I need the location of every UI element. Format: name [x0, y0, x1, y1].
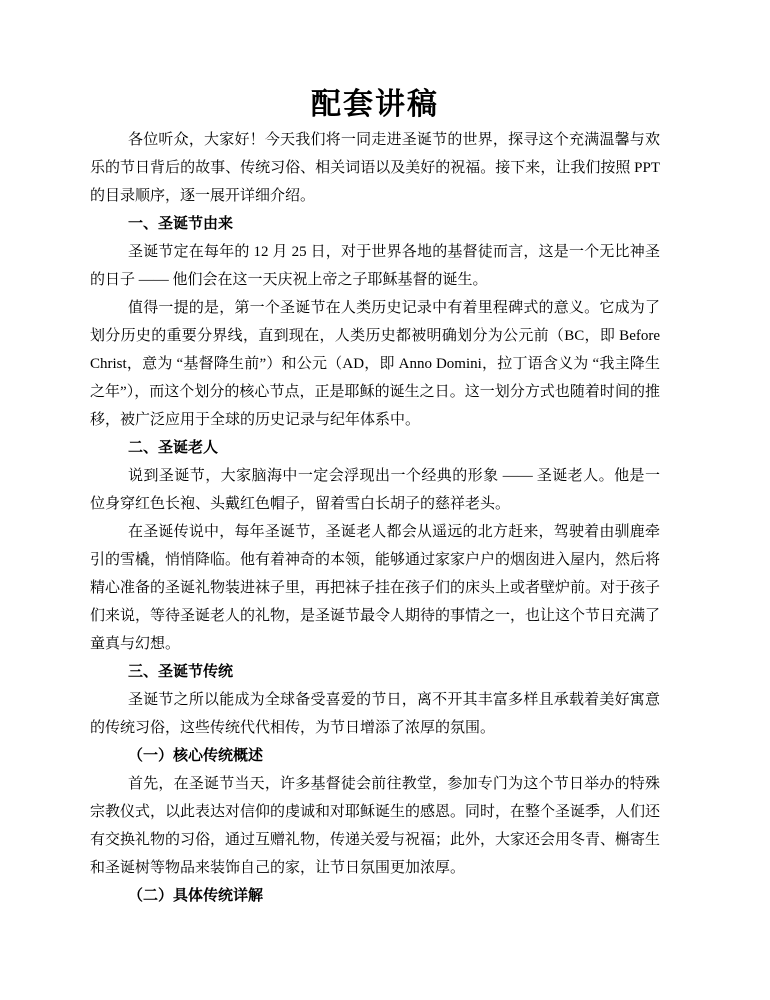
paragraph: 圣诞节定在每年的 12 月 25 日，对于世界各地的基督徒而言，这是一个无比神圣的日子 —— 他们会在这一天庆祝上帝之子耶稣基督的诞生。	[90, 244, 660, 288]
section-heading: （一）核心传统概述	[128, 748, 264, 764]
paragraph: 说到圣诞节，大家脑海中一定会浮现出一个经典的形象 —— 圣诞老人。他是一位身穿红色长袍、头戴红色帽子，留着雪白长胡子的慈祥老头。	[90, 468, 660, 512]
section-heading: 二、圣诞老人	[128, 440, 219, 456]
paragraph: 在圣诞传说中，每年圣诞节，圣诞老人都会从遥远的北方赶来，驾驶着由驯鹿牵引的雪橇，悄悄降临。他有着神奇的本领，能够通过家家户户的烟囱进入屋内，然后将精心准备的圣诞礼物装进袜子里，再把袜子挂在孩子们的床头上或者壁炉前。对于孩子们来说，等待圣诞老人的礼物，是圣诞节最令人期待的事情之一，也让这个节日充满了童真与幻想。	[90, 524, 661, 652]
paragraph: 值得一提的是，第一个圣诞节在人类历史记录中有着里程碑式的意义。它成为了划分历史的重要分界线，直到现在，人类历史都被明确划分为公元前（BC，即 Before Christ，意为 “基督降生前”）和公元（AD，即 Anno Domini，拉丁语含义为 “我主降生之年”），而这个划分的核心节点，正是耶稣的诞生之日。这一划分方式也随着时间的推移，被广泛应用于全球的历史记录与纪年体系中。	[90, 300, 660, 428]
section-heading: （二）具体传统详解	[128, 888, 264, 904]
paragraph: 各位听众，大家好！今天我们将一同走进圣诞节的世界，探寻这个充满温馨与欢乐的节日背后的故事、传统习俗、相关词语以及美好的祝福。接下来，让我们按照 PPT 的目录顺序，逐一展开详细介绍。	[90, 132, 660, 204]
section-heading: 一、圣诞节由来	[128, 216, 234, 232]
document-body	[90, 126, 660, 910]
document-title: 配套讲稿	[311, 88, 439, 121]
paragraph: 圣诞节之所以能成为全球备受喜爱的节日，离不开其丰富多样且承载着美好寓意的传统习俗，这些传统代代相传，为节日增添了浓厚的氛围。	[90, 692, 660, 736]
section-heading: 三、圣诞节传统	[128, 664, 234, 680]
paragraph: 首先，在圣诞节当天，许多基督徒会前往教堂，参加专门为这个节日举办的特殊宗教仪式，以此表达对信仰的虔诚和对耶稣诞生的感恩。同时，在整个圣诞季，人们还有交换礼物的习俗，通过互赠礼物，传递关爱与祝福；此外，大家还会用冬青、槲寄生和圣诞树等物品来装饰自己的家，让节日氛围更加浓厚。	[90, 776, 661, 876]
